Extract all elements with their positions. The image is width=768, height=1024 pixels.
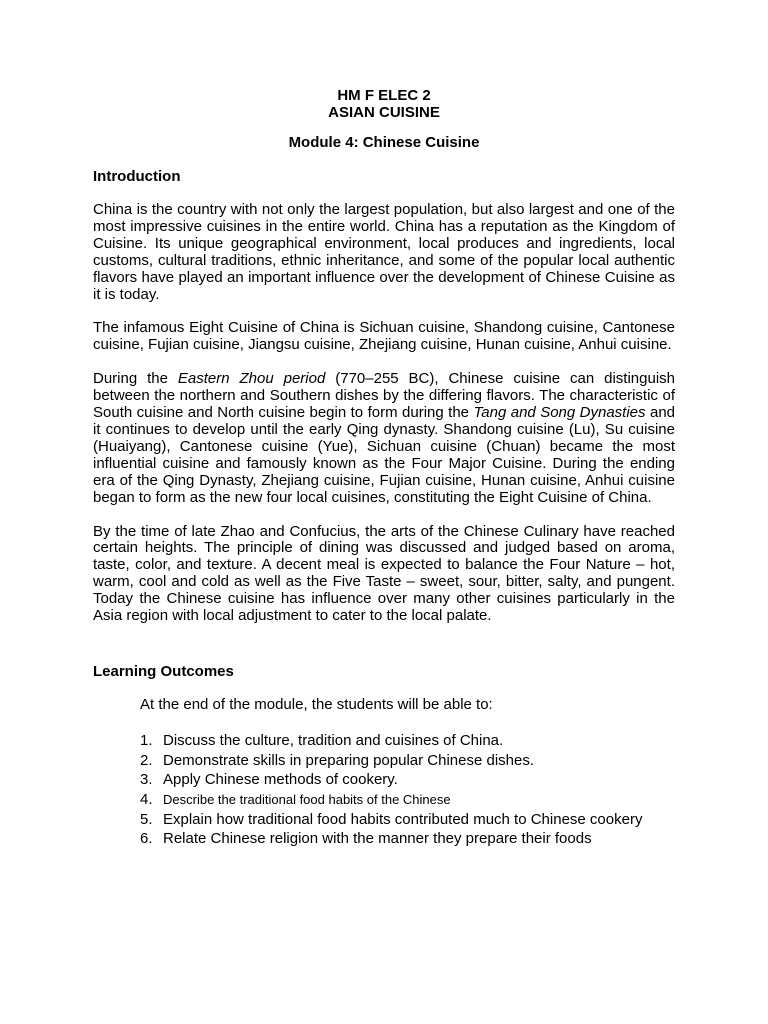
list-item (140, 751, 675, 771)
learning-outcomes-heading: Learning Outcomes (93, 662, 234, 680)
intro-paragraph-2: The infamous Eight Cuisine of China is Sichuan cuisine, Shandong cuisine, Cantonese cuisine, Fujian cuisine, Jiangsu cuisine, Zhejiang cuisine, Hunan cuisine, Anhui cuisine. (93, 319, 675, 354)
list-number: 3. (140, 771, 153, 789)
list-text: Describe the traditional food habits of the Chinese (163, 791, 451, 807)
intro-paragraph-1: China is the country with not only the largest population, but also largest and one of the most impressive cuisines in the entire world. China has a reputation as the Kingdom of Cuisine. Its unique geographical environment, local produces and ingredients, local customs, cultural traditions, ethnic inheritance, and some of the popular local authentic flavors have played an important influence over the development of Chinese Cuisine as it is today. (93, 201, 675, 303)
document-body (93, 87, 675, 849)
list-number: 4. (140, 790, 153, 808)
course-title: ASIAN CUISINE (328, 104, 440, 121)
list-item (140, 770, 675, 790)
list-text: Demonstrate skills in preparing popular Chinese dishes. (163, 751, 535, 769)
p3-part-e: and it continues to develop until the early Qing dynasty. Shandong cuisine (Lu), Su cuisine (Huaiyang), Cantonese cuisine (Yue), Sichuan cuisine (Chuan) became the most influential cuisine and famously known as the Four Major Cuisine. During the ending era of the Qing Dynasty, Zhejiang cuisine, Fujian cuisine, Hunan cuisine, Anhui cuisine began to form as the new four local cuisines, constituting the Eight Cuisine of China. (93, 404, 675, 506)
list-text: Relate Chinese religion with the manner they prepare their foods (163, 830, 592, 848)
title-block (93, 87, 675, 121)
list-number: 1. (140, 731, 153, 749)
list-number: 2. (140, 751, 153, 769)
list-text: Apply Chinese methods of cookery. (163, 771, 398, 789)
learning-outcomes-lead: At the end of the module, the students will be able to: (140, 695, 493, 713)
p3-part-c: (770–255 BC), Chinese cuisine can distinguish between the northern and Southern dishes by the differing flavors. The characteristic of South cuisine and North cuisine begin to form during the (93, 370, 676, 422)
introduction-heading: Introduction (93, 168, 181, 185)
list-item (140, 829, 675, 849)
course-code: HM F ELEC 2 (337, 87, 431, 104)
list-number: 5. (140, 810, 153, 828)
list-item (140, 731, 675, 751)
module-title: Module 4: Chinese Cuisine (288, 134, 480, 151)
list-text: Discuss the culture, tradition and cuisines of China. (163, 731, 504, 749)
list-number: 6. (140, 830, 153, 848)
learning-outcomes-list (140, 731, 675, 849)
list-item (140, 810, 675, 830)
intro-paragraph-4: By the time of late Zhao and Confucius, the arts of the Chinese Culinary have reached certain heights. The principle of dining was discussed and judged based on aroma, taste, color, and texture. A decent meal is expected to balance the Four Nature – hot, warm, cool and cold as well as the Five Taste – sweet, sour, bitter, salty, and pungent. Today the Chinese cuisine has influence over many other cuisines particularly in the Asia region with local adjustment to cater to the local palate. (93, 522, 675, 625)
learning-outcomes-section (93, 697, 675, 849)
p3-eastern-zhou: Eastern Zhou period (177, 370, 326, 388)
list-item (140, 790, 675, 810)
p3-part-a: During the (93, 370, 178, 388)
list-text: Explain how traditional food habits contributed much to Chinese cookery (163, 810, 643, 828)
intro-paragraph-3 (93, 371, 675, 506)
p3-tang-song: Tang and Song Dynasties (473, 404, 646, 422)
